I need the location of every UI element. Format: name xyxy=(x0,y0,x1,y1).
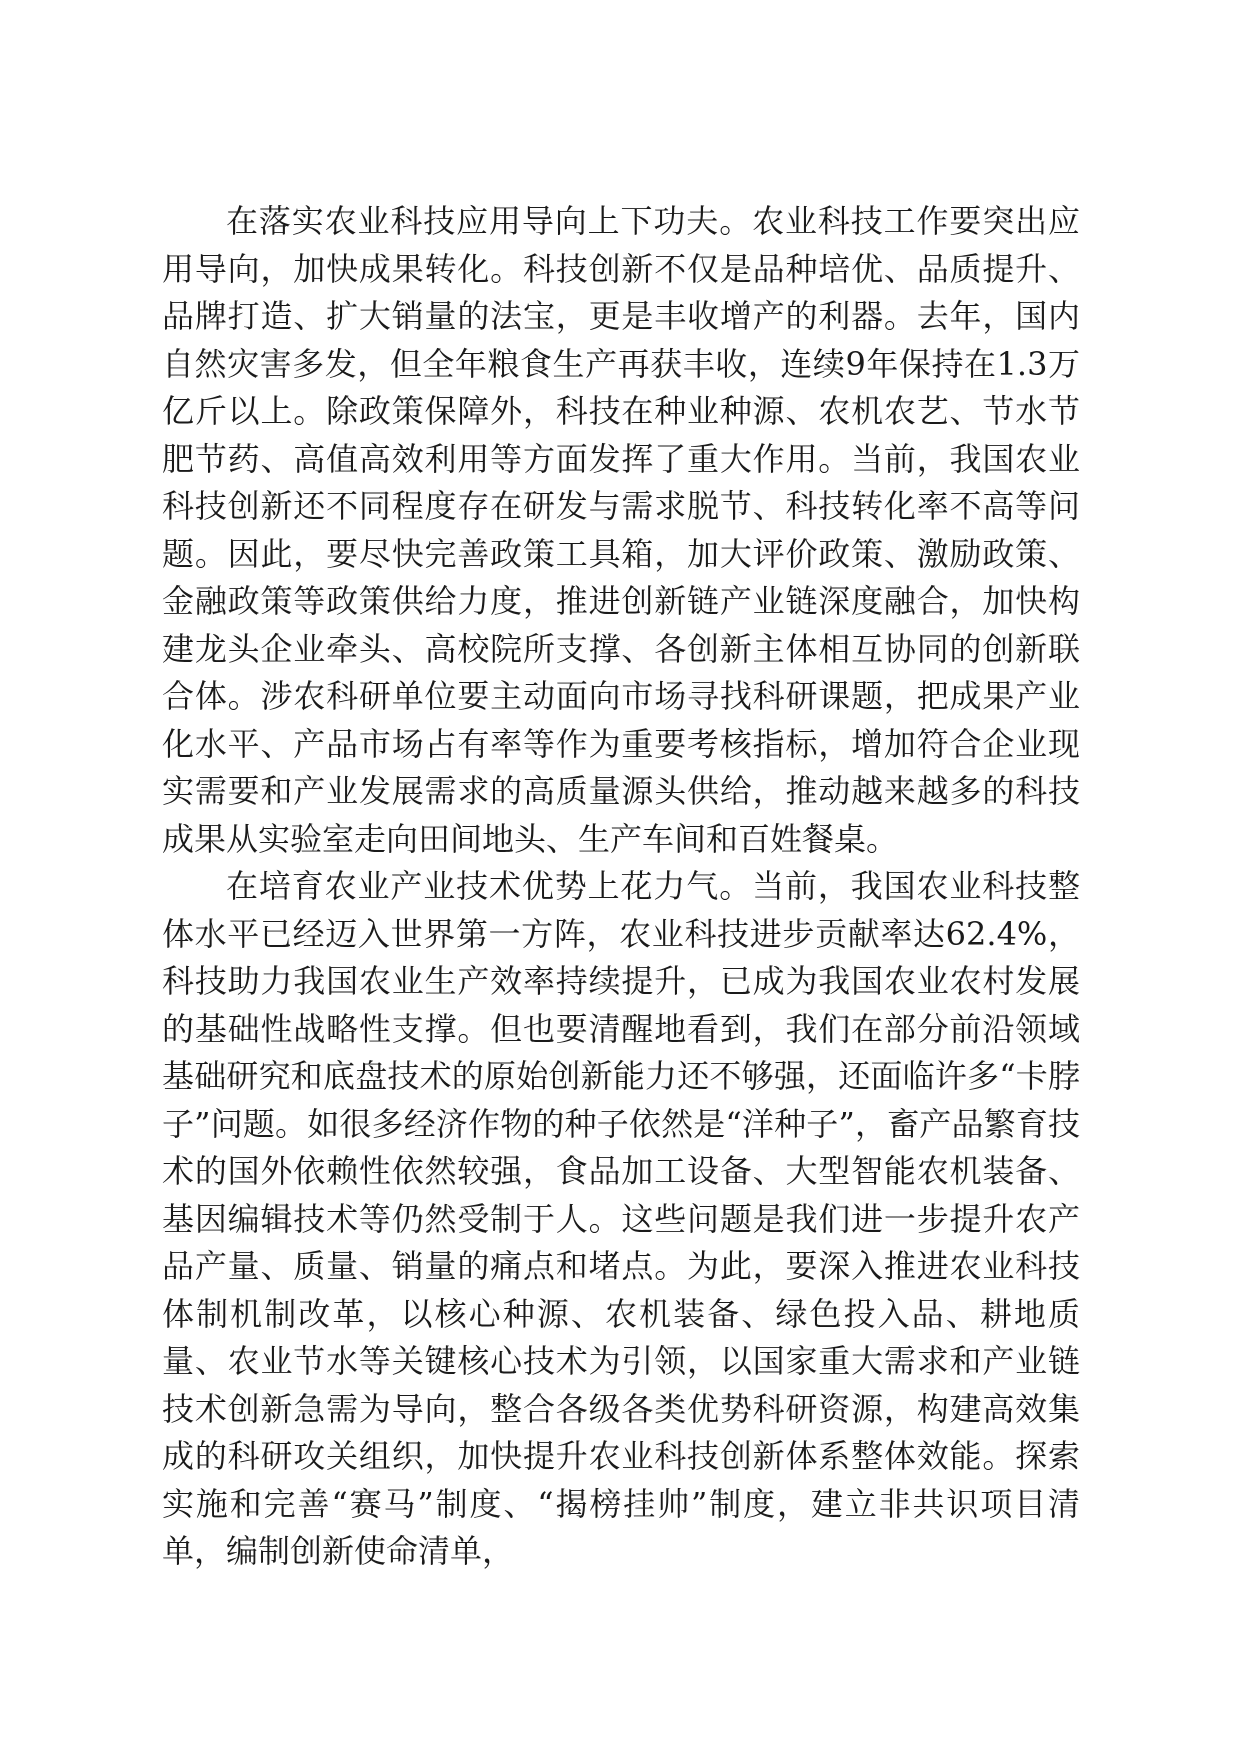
document-body xyxy=(162,198,1080,1576)
paragraph-agri-tech-advantage: 在培育农业产业技术优势上花力气。当前，我国农业科技整体水平已经迈入世界第一方阵，农业科技进步贡献率达62.4%，科技助力我国农业生产效率持续提升，已成为我国农业农村发展的基础性战略性支撑。但也要清醒地看到，我们在部分前沿领域基础研究和底盘技术的原始创新能力还不够强，还面临许多“卡脖子”问题。如很多经济作物的种子依然是“洋种子”，畜产品繁育技术的国外依赖性依然较强，食品加工设备、大型智能农机装备、基因编辑技术等仍然受制于人。这些问题是我们进一步提升农产品产量、质量、销量的痛点和堵点。为此，要深入推进农业科技体制机制改革，以核心种源、农机装备、绿色投入品、耕地质量、农业节水等关键核心技术为引领，以国家重大需求和产业链技术创新急需为导向，整合各级各类优势科研资源，构建高效集成的科研攻关组织，加快提升农业科技创新体系整体效能。探索实施和完善“赛马”制度、“揭榜挂帅”制度，建立非共识项目清单，编制创新使命清单， xyxy=(162,867,1080,1570)
paragraph-agri-tech-application: 在落实农业科技应用导向上下功夫。农业科技工作要突出应用导向，加快成果转化。科技创新不仅是品种培优、品质提升、品牌打造、扩大销量的法宝，更是丰收增产的利器。去年，国内自然灾害多发，但全年粮食生产再获丰收，连续9年保持在1.3万亿斤以上。除政策保障外，科技在种业种源、农机农艺、节水节肥节药、高值高效利用等方面发挥了重大作用。当前，我国农业科技创新还不同程度存在研发与需求脱节、科技转化率不高等问题。因此，要尽快完善政策工具箱，加大评价政策、激励政策、金融政策等政策供给力度，推进创新链产业链深度融合，加快构建龙头企业牵头、高校院所支撑、各创新主体相互协同的创新联合体。涉农科研单位要主动面向市场寻找科研课题，把成果产业化水平、产品市场占有率等作为重要考核指标，增加符合企业现实需要和产业发展需求的高质量源头供给，推动越来越多的科技成果从实验室走向田间地头、生产车间和百姓餐桌。 xyxy=(162,202,1080,858)
